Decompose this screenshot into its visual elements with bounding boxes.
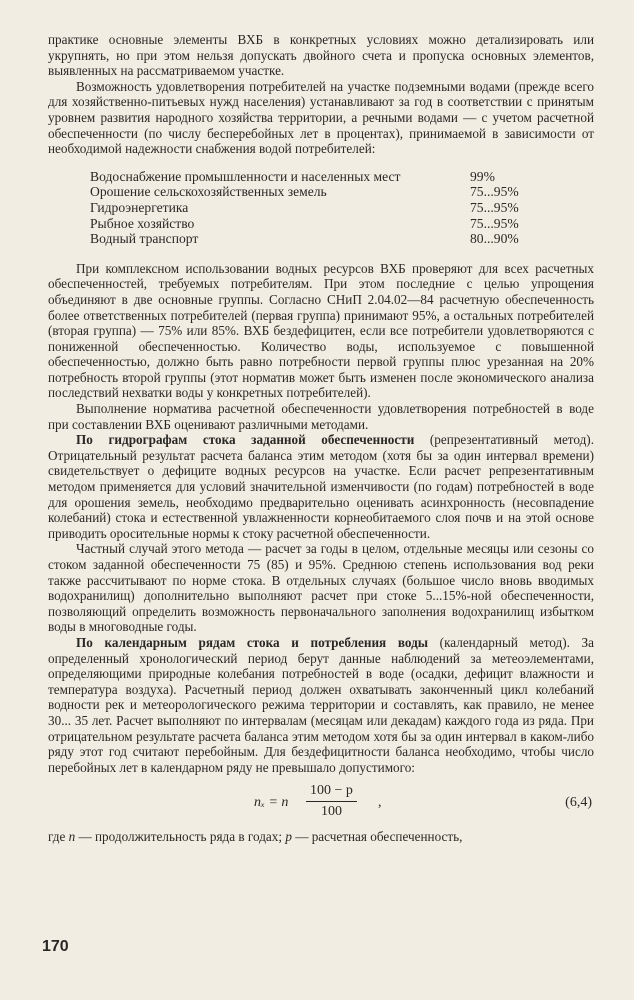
legend-suffix: — расчетная обеспеченность, [291, 829, 463, 845]
reliability-value: 80...90% [470, 231, 519, 247]
consumer-name: Орошение сельскохозяйственных земель [90, 184, 327, 200]
legend-var-p: p [285, 829, 292, 845]
method-heading-representative: По гидрографам стока заданной обеспеченности [76, 432, 415, 448]
table-row [90, 216, 519, 232]
paragraph-5-text: (репрезентативный метод). Отрицательный результат расчета баланса этим методом (хотя бы за один интервал времени) свидетельствует о дефиците водных ресурсов на участке. Если расчет репрезентативным методом применяется для условий значительной изменчивости (по годам) потребностей в воде для орошения земель, необходимо предварительно оценивать асинхронность (несовпадение колебаний) стока и естественной увлажненности корнеобитаемого слоя почв и на этой основе приводить оросительные нормы к стоку расчетной обеспеченности. [48, 432, 594, 541]
table-row [90, 200, 519, 216]
paragraph-2: Возможность удовлетворения потребителей на участке подземными водами (прежде всего для хозяйственно-питьевых нужд населения) устанавливают за год в соответствии с принятым уровнем развития народного хозяйства территории, а речными водами — с учетом расчетной обеспеченности (по числу бесперебойных лет в процентах), принимаемой в зависимости от необходимой надежности снабжения водой потребителей: [48, 78, 594, 157]
formula-6-4 [48, 779, 594, 829]
paragraph-4: Выполнение норматива расчетной обеспеченности удовлетворения потребностей в воде при составлении ВХБ оценивают различными методами. [48, 401, 594, 432]
table-row [90, 184, 519, 200]
formula-legend [48, 829, 594, 845]
formula-lhs: nₓ = n [254, 795, 289, 811]
legend-prefix: где [48, 829, 69, 845]
formula-fraction [306, 783, 357, 820]
formula-comma: , [378, 795, 382, 811]
paragraph-3: При комплексном использовании водных ресурсов ВХБ проверяют для всех расчетных обеспеченностей, требуемых потребителям. При этом последние с целью упрощения объединяют в две основные группы. Согласно СНиП 2.04.02—84 расчетную обеспеченность более ответственных потребителей (первая группа) принимают 95%, а остальных потребителей (вторая группа) — 75% или 85%. ВХБ бездефицитен, если все потребители удовлетворяются с пониженной обеспеченностью. Количество воды, используемое с повышенной обеспеченностью, должно быть равно потребности первой группы плюс урезанная на 20% потребность второй группы (этот норматив может быть изменен после экономического анализа последствий нехватки воды у конкретных потребителей). [48, 260, 594, 401]
reliability-value: 75...95% [470, 215, 519, 231]
consumer-name: Гидроэнергетика [90, 199, 189, 215]
table-row [90, 231, 519, 247]
consumer-name: Водоснабжение промышленности и населенных мест [90, 168, 401, 184]
reliability-value: 75...95% [470, 184, 519, 200]
legend-mid: — продолжительность ряда в годах; [75, 829, 286, 845]
method-heading-calendar: По календарным рядам стока и потребления воды [76, 634, 429, 650]
legend-var-n: n [68, 829, 76, 845]
consumer-name: Рыбное хозяйство [90, 215, 195, 231]
consumer-name: Водный транспорт [90, 231, 199, 247]
formula-numerator: 100 − p [306, 783, 357, 802]
page-number: 170 [42, 938, 69, 955]
equation-number: (6,4) [565, 795, 592, 811]
paragraph-5 [48, 432, 594, 541]
paragraph-1: практике основные элементы ВХБ в конкретных условиях можно детализировать или укрупнять, но при этом нельзя допускать двойного счета и пропуска основных элементов, выявленных на рассматриваемом участке. [48, 32, 594, 79]
reliability-value: 99% [470, 168, 495, 184]
reliability-value: 75...95% [470, 199, 519, 215]
reliability-table [90, 169, 519, 247]
formula-denominator: 100 [320, 804, 342, 820]
paragraph-7-text: (календарный метод). За определенный хронологический период берут данные наблюдений за метеоэлементами, определяющими природные колебания потребностей в воде (осадки, дефицит влажности и температура воздуха). Расчетный период должен охватывать законченный цикл колебаний водности рек и метеорологического режима территории и составлять, как правило, не менее 30... 35 лет. Расчет выполняют по интервалам (месяцам или декадам) каждого года из ряда. При отрицательном результате расчета баланса этим методом хотя бы за один интервал в каком-либо ряду этот год считают перебойным. Для бездефицитности баланса необходимо, чтобы число перебойных лет в календарном ряду не превышало допустимого: [48, 634, 594, 775]
table-row [90, 169, 519, 185]
paragraph-6: Частный случай этого метода — расчет за годы в целом, отдельные месяцы или сезоны со стоком заданной обеспеченности 75 (85) и 95%. Среднюю степень использования вод реки также рассчитывают по норме стока. В отдельных случаях (большое число вновь вводимых водохранилищ) дополнительно выполняют расчет при стоке 5...15%-ной обеспеченности, позволяющий определить возможность первоначального заполнения водохранилищ избытком воды в многоводные годы. [48, 541, 594, 635]
paragraph-7 [48, 635, 594, 775]
